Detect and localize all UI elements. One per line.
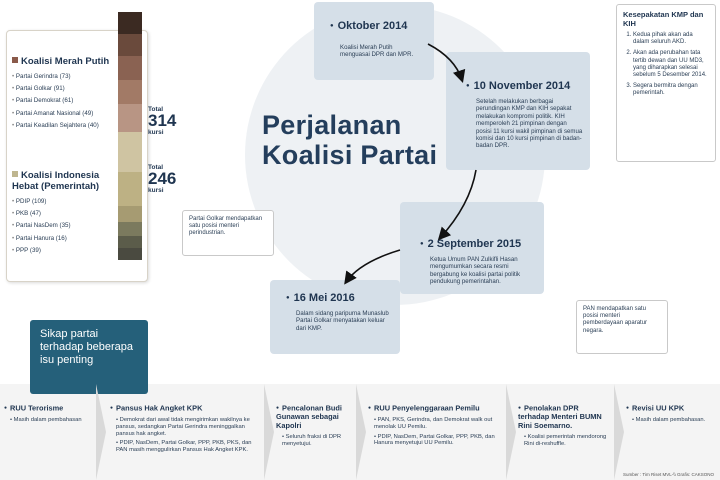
issue-budi-gunawan: ● Pencalonan Budi Gunawan sebagai Kapolri • Seluruh fraksi di DPR menyetujui. xyxy=(276,404,354,451)
issue-items: • PAN, PKS, Gerindra, dan Demokrat walk out menolak UU Pemilu. • PDIP, NasDem, Partai Golkar, PPP, PKB, dan Hanura menyetujui UU Pemilu. xyxy=(374,417,502,447)
issue-items: • Demokrat dari awal tidak mengirimkan wakilnya ke pansus, sedangkan Partai Gerindra meninggalkan pansus hak angket. • PDIP, NasDem, Partai Golkar, PPP, PKB, PKS, dan PAN masih menggulirkan Pansus Hak Angket KPK. xyxy=(116,417,260,454)
pan-note: PAN mendapatkan satu posisi menteri pemberdayaan aparatur negara. xyxy=(576,300,668,354)
sikap-label-box: Sikap partai terhadap beberapa isu penting xyxy=(30,320,148,394)
issue-ruu-terorisme: ● RUU Terorisme • Masih dalam pembahasan xyxy=(4,404,92,427)
page-title: Perjalanan Koalisi Partai xyxy=(262,110,438,170)
kesepakatan-item: 3. Segera bermitra dengan pemerintah. xyxy=(633,83,709,97)
chevron-separator xyxy=(614,384,624,480)
timeline-desc: Koalisi Merah Putih menguasai DPR dan MPR. xyxy=(340,44,414,59)
issue-items: • Masih dalam pembahasan. xyxy=(632,417,716,424)
timeline-desc: Dalam sidang paripurna Munaslub Partai Golkar menyatakan keluar dari KMP. xyxy=(296,310,389,332)
timeline-date: ● Oktober 2014 xyxy=(330,20,407,32)
kih-party-item: • Partai Hanura (16) xyxy=(12,235,116,242)
kmp-party-item: • Partai Gerindra (73) xyxy=(12,73,116,80)
kih-title: Koalisi Indonesia Hebat (Pemerintah) xyxy=(12,170,100,192)
kmp-title: Koalisi Merah Putih xyxy=(12,56,116,67)
issue-items: • Koalisi pemerintah mendorong Rini di-reshuffle. xyxy=(524,434,610,448)
kesepakatan-item: 2. Akan ada perubahan tata tertib dewan dan UU MD3, yang diharapkan selesai sebelum 5 Desember 2014. xyxy=(633,50,709,79)
kmp-party-item: • Partai Golkar (91) xyxy=(12,85,116,92)
kesepakatan-title: Kesepakatan KMP dan KIH xyxy=(623,10,704,28)
issue-items: • Masih dalam pembahasan xyxy=(10,417,92,424)
kesepakatan-note xyxy=(616,4,716,162)
golkar-note: Partai Golkar mendapatkan satu posisi menteri perindustrian. xyxy=(182,210,274,256)
kmp-party-item: • Partai Demokrat (61) xyxy=(12,97,116,104)
chevron-separator xyxy=(96,384,106,480)
arrow-2 xyxy=(440,170,476,238)
kih-total: Total 246 kursi xyxy=(148,164,177,194)
timeline-desc: Ketua Umum PAN Zulkifli Hasan mengumumkan secara resmi bergabung ke koalisi partai politik pendukung pemerintahan. xyxy=(430,256,521,286)
issue-items: • Seluruh fraksi di DPR menyetujui. xyxy=(282,434,354,448)
timeline-date: ● 16 Mei 2016 xyxy=(286,292,355,304)
kmp-party-item: • Partai Keadilan Sejahtera (40) xyxy=(12,122,116,129)
chevron-separator xyxy=(264,384,274,480)
timeline-date: ● 10 November 2014 xyxy=(466,80,570,92)
kih-party-item: • PKB (47) xyxy=(12,210,116,217)
chevron-separator xyxy=(356,384,366,480)
kesepakatan-item: 1. Kedua pihak akan ada dalam seluruh AKD. xyxy=(633,32,709,46)
chevron-separator xyxy=(506,384,516,480)
timeline-date: ● 2 September 2015 xyxy=(420,238,521,250)
kih-party-item: • PDIP (109) xyxy=(12,198,116,205)
kih-party-item: • Partai NasDem (35) xyxy=(12,222,116,229)
arrow-3 xyxy=(346,250,400,282)
kih-party-item: • PPP (39) xyxy=(12,247,116,254)
source-credit: Sumber : Tim Riset MVL-\\ Grafis: CAKSONO xyxy=(622,472,714,477)
issue-rini-soemarno: ● Penolakan DPR terhadap Menteri BUMN Rini Soemarno. • Koalisi pemerintah mendorong Rini di-reshuffle. xyxy=(518,404,610,451)
kmp-party-item: • Partai Amanat Nasional (49) xyxy=(12,110,116,117)
kesepakatan-list xyxy=(623,32,709,98)
issue-ruu-pemilu: ● RUU Penyelenggaraan Pemilu • PAN, PKS, Gerindra, dan Demokrat walk out menolak UU Pemilu. • PDIP, NasDem, Partai Golkar, PPP, PKB, dan Hanura menyetujui UU Pemilu. xyxy=(368,404,502,450)
issue-pansus-hak-angket: ● Pansus Hak Angket KPK • Demokrat dari awal tidak mengirimkan wakilnya ke pansus, sedangkan Partai Gerindra meninggalkan pansus hak angket. • PDIP, NasDem, Partai Golkar, PPP, PKB, PKS, dan PAN masih menggulirkan Pansus Hak Angket KPK. xyxy=(110,404,260,457)
arrow-1 xyxy=(428,44,462,80)
timeline-desc: Setelah melakukan berbagai perundingan KMP dan KIH sepakat melakukan kompromi politik. KIH memperoleh 21 pimpinan dengan posisi 11 kursi wakil pimpinan di semua komisi dan 10 kursi pimpinan di badan-badan DPR. xyxy=(476,98,583,150)
kmp-total: Total 314 kursi xyxy=(148,106,177,136)
issue-revisi-uu-kpk: ● Revisi UU KPK • Masih dalam pembahasan. xyxy=(626,404,716,427)
